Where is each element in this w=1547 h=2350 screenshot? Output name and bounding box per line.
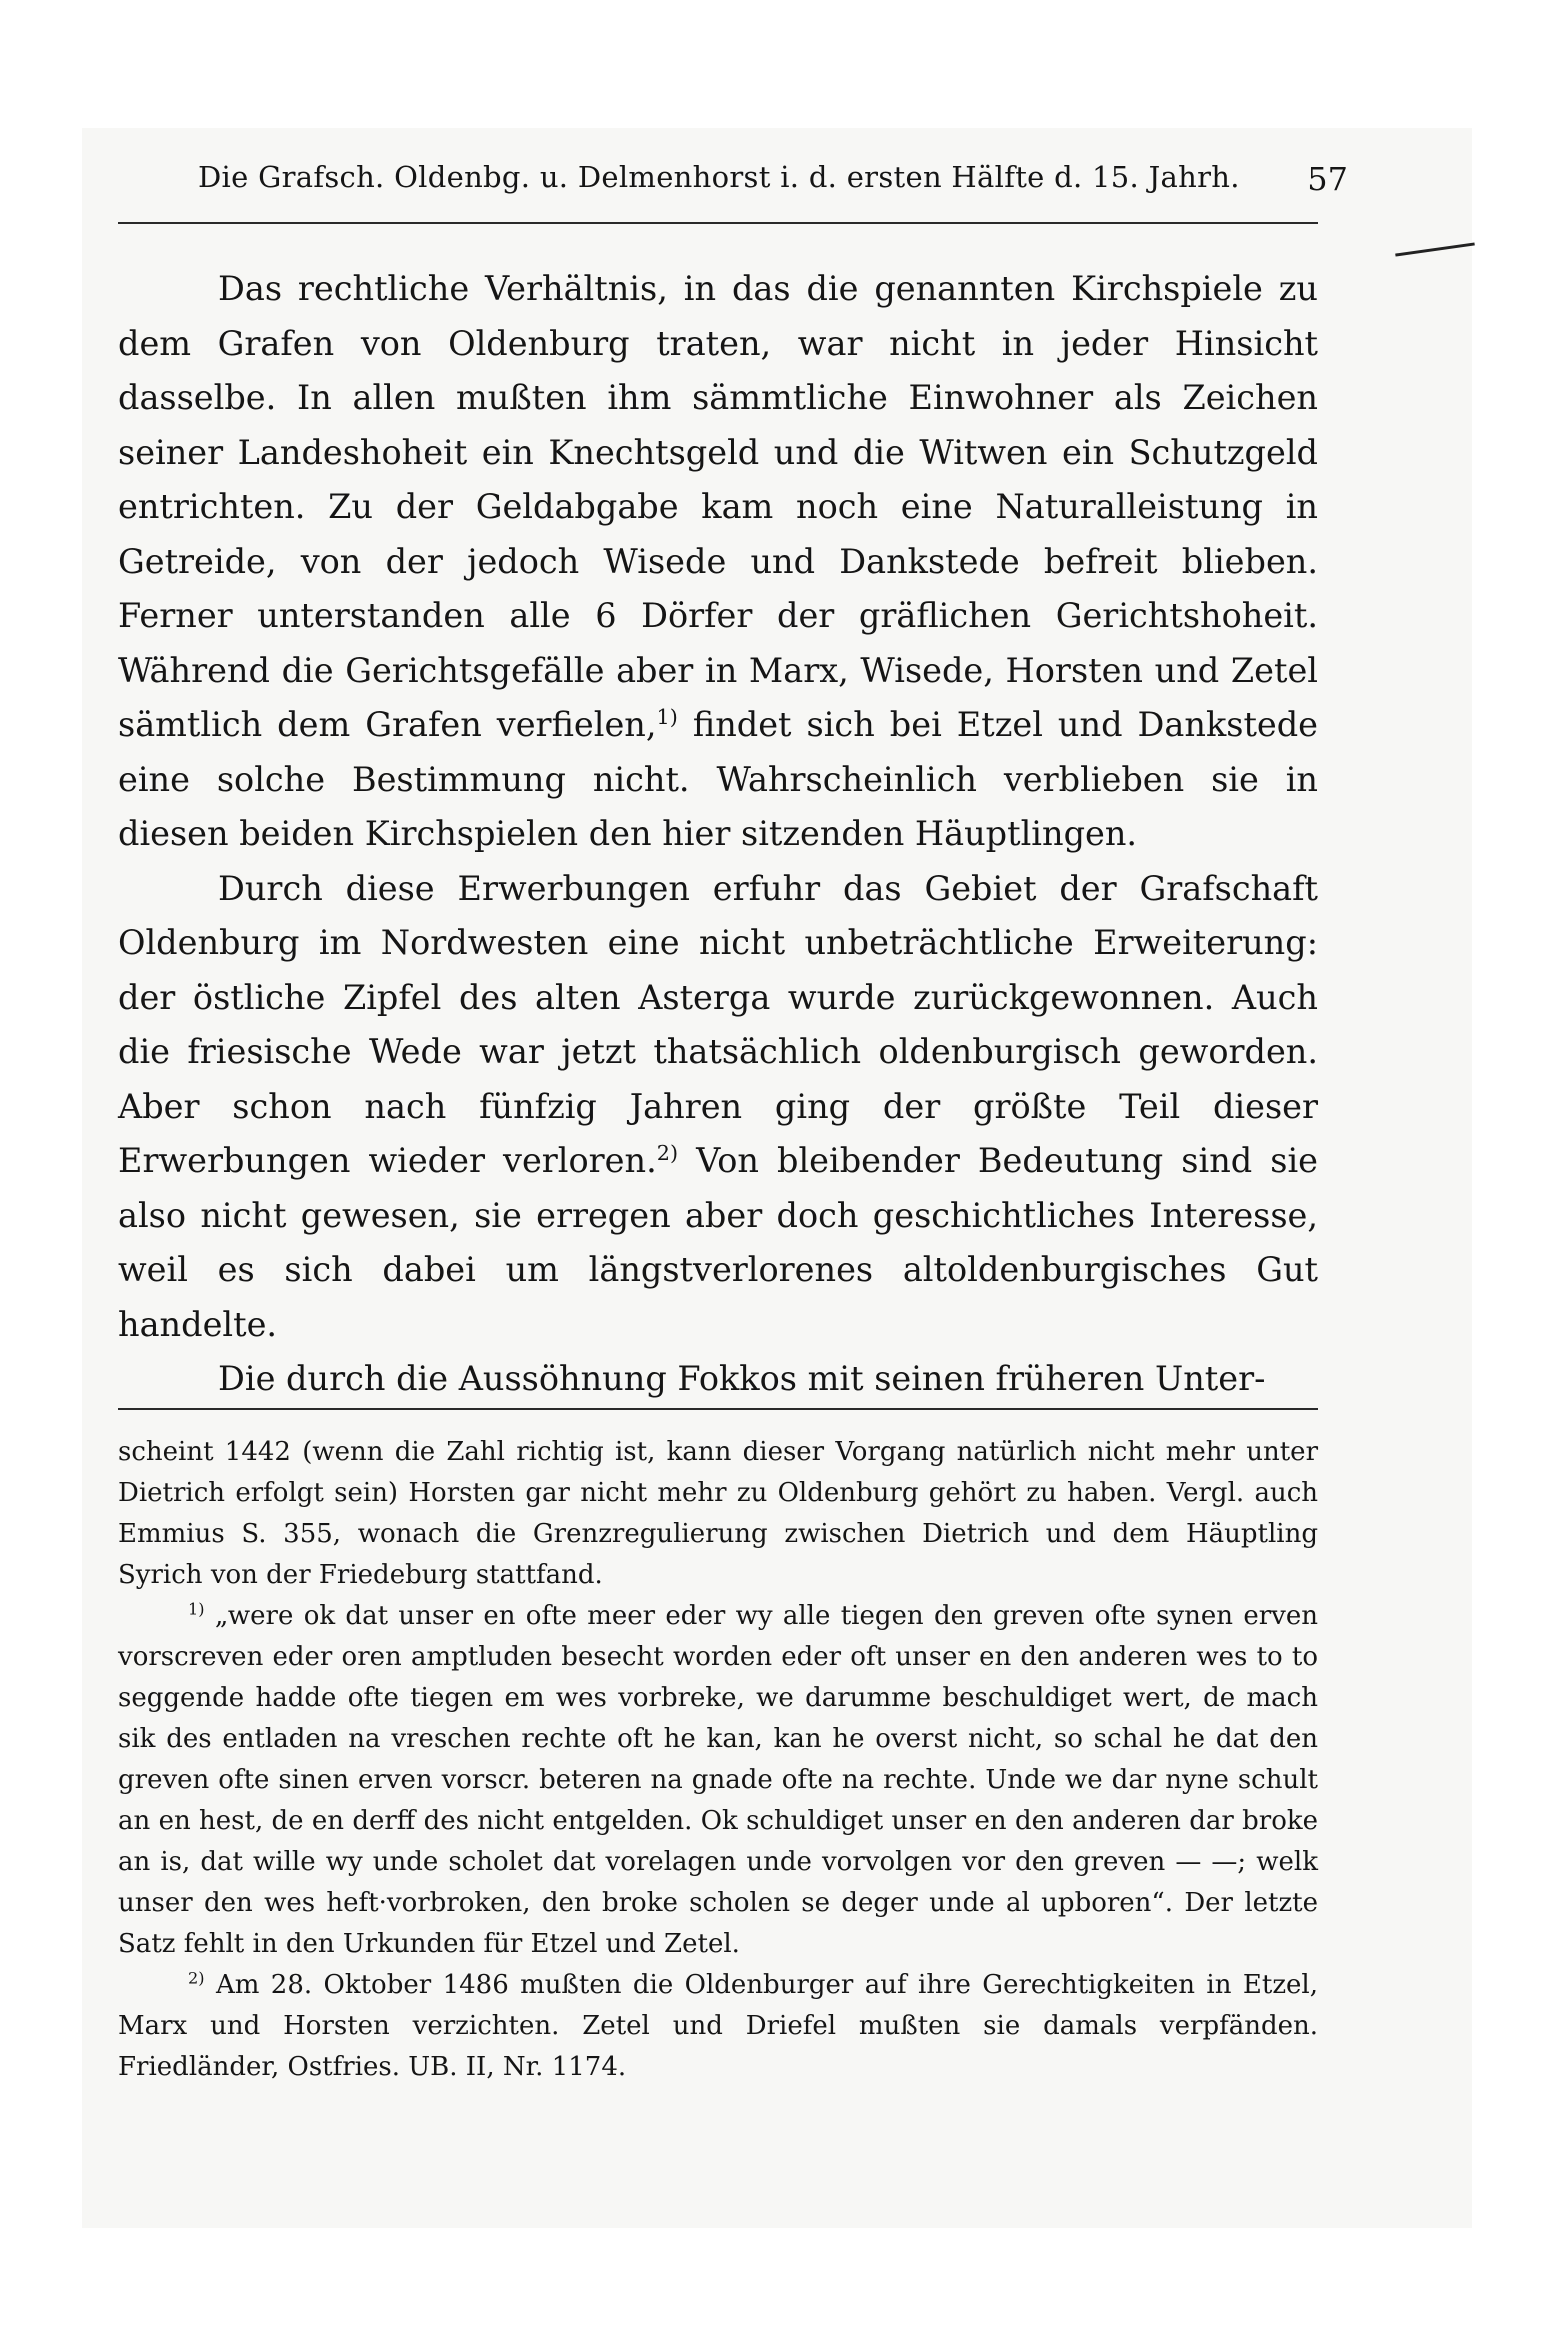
paragraph-reconciliation: Die durch die Aussöhnung Fokkos mit seinen früheren Unter-	[218, 1359, 1266, 1398]
footnote-1-marker: 1)	[188, 1599, 205, 1619]
footnote-2	[118, 1965, 1318, 2088]
running-title: Die Grafsch. Oldenbg. u. Delmenhorst i. d. ersten Hälfte d. 15. Jahrh.	[198, 160, 1240, 194]
footnotes	[118, 1432, 1318, 2088]
footnote-1	[118, 1596, 1318, 1965]
paragraph-2-continuation: Von bleibender Bedeutung sind sie also nicht gewesen, sie erregen aber doch geschichtliches Interesse, weil es sich dabei um längstverlorenes altoldenburgisches Gut handelte.	[118, 1141, 1318, 1344]
paragraph-legal-relation	[118, 262, 1318, 862]
paragraph-1-text: Das rechtliche Verhältnis, in das die genannten Kirchspiele zu dem Grafen von Oldenburg traten, war nicht in jeder Hinsicht dasselbe. In allen mußten ihm sämmtliche Einwohner als Zeichen seiner Landeshoheit ein Knechtsgeld und die Witwen ein Schutzgeld entrichten. Zu der Geldabgabe kam noch eine Naturalleistung in Getreide, von der jedoch Wisede und Dankstede befreit blieben. Ferner unterstanden alle 6 Dörfer der gräflichen Gerichtshoheit. Während die Gerichtsgefälle aber in Marx, Wisede, Horsten und Zetel sämtlich dem Grafen verfielen,	[118, 269, 1318, 744]
page-number: 57	[1307, 160, 1348, 198]
header-rule	[118, 222, 1318, 224]
running-header	[118, 160, 1348, 206]
footnote-ref-1: 1)	[656, 704, 678, 729]
footnote-2-marker: 2)	[188, 1968, 205, 1988]
footnote-ref-2: 2)	[656, 1140, 679, 1165]
paragraph-1-continuation: findet sich bei Etzel und Dankstede eine solche Bestimmung nicht. Wahrscheinlich verblieben sie in diesen beiden Kirchspielen den hier sitzenden Häuptlingen.	[118, 705, 1318, 853]
paragraph-acquisitions	[118, 862, 1318, 1353]
footnote-rule	[118, 1408, 1318, 1410]
footnote-2-text: Am 28. Oktober 1486 mußten die Oldenburger auf ihre Gerechtigkeiten in Etzel, Marx und Horsten verzichten. Zetel und Driefel mußten sie damals verpfänden. Friedländer, Ostfries. UB. II, Nr. 1174.	[118, 1970, 1318, 2082]
footnote-continuation: scheint 1442 (wenn die Zahl richtig ist, kann dieser Vorgang natürlich nicht mehr unter Dietrich erfolgt sein) Horsten gar nicht mehr zu Oldenburg gehört zu haben. Vergl. auch Emmius S. 355, wonach die Grenzregulierung zwischen Dietrich und dem Häuptling Syrich von der Friedeburg stattfand.	[118, 1437, 1318, 1590]
body-text	[118, 262, 1318, 1407]
footnote-1-text: „were ok dat unser en ofte meer eder wy alle tiegen den greven ofte synen erven vorscreven eder oren amptluden besecht worden eder oft unser en den anderen wes to to seggende hadde ofte tiegen em wes vorbreke, we darumme beschuldiget wert, de mach sik des entladen na vreschen rechte oft he kan, kan he overst nicht, so schal he dat den greven ofte sinen erven vorscr. beteren na gnade ofte na rechte. Unde we dar nyne schult an en hest, de en derff des nicht entgelden. Ok schuldiget unser en den anderen dar broke an is, dat wille wy unde scholet dat vorelagen unde vorvolgen vor den greven — —; welk unser den wes heft·vorbroken, den broke scholen se deger unde al upboren“. Der letzte Satz fehlt in den Urkunden für Etzel und Zetel.	[118, 1601, 1319, 1959]
paragraph-2-text: Durch diese Erwerbungen erfuhr das Gebiet der Grafschaft Oldenburg im Nordwesten eine nicht unbeträchtliche Erweiterung: der östliche Zipfel des alten Asterga wurde zurückgewonnen. Auch die friesische Wede war jetzt thatsächlich oldenburgisch geworden. Aber schon nach fünfzig Jahren ging der größte Teil dieser Erwerbungen wieder verloren.	[118, 868, 1318, 1180]
